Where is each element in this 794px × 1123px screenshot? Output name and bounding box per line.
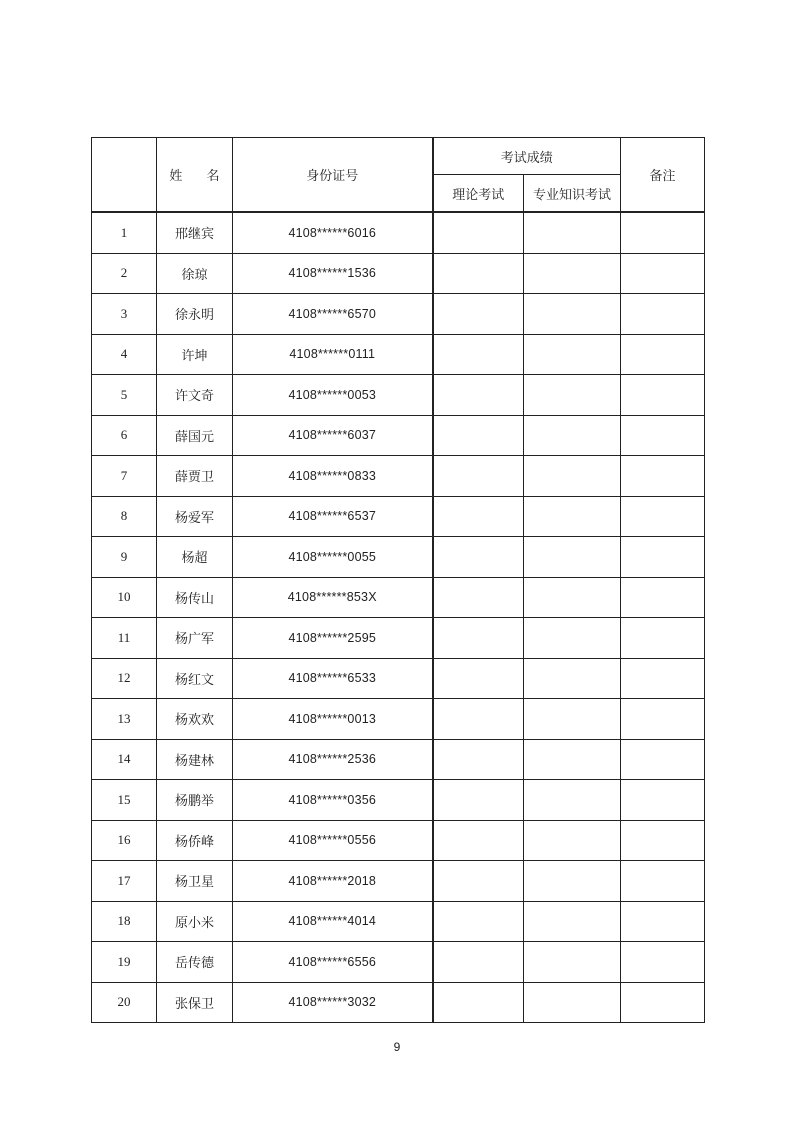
name-cell: 杨建林	[157, 739, 233, 780]
table-header	[92, 138, 705, 213]
row-number-cell: 20	[92, 982, 157, 1023]
professional-score-cell	[524, 861, 621, 902]
theory-score-cell	[433, 658, 524, 699]
name-cell: 许坤	[157, 334, 233, 375]
row-number-cell: 12	[92, 658, 157, 699]
header-row-1	[92, 138, 705, 175]
remarks-cell	[621, 739, 705, 780]
professional-score-cell	[524, 982, 621, 1023]
professional-score-cell	[524, 901, 621, 942]
id-number-cell: 4108******2018	[233, 861, 433, 902]
header-remarks: 备注	[621, 138, 705, 213]
theory-score-cell	[433, 739, 524, 780]
remarks-cell	[621, 375, 705, 416]
remarks-cell	[621, 820, 705, 861]
theory-score-cell	[433, 780, 524, 821]
theory-score-cell	[433, 901, 524, 942]
id-number-cell: 4108******0111	[233, 334, 433, 375]
table-row	[92, 982, 705, 1023]
professional-score-cell	[524, 658, 621, 699]
header-exam-scores: 考试成绩	[433, 138, 621, 175]
professional-score-cell	[524, 294, 621, 335]
remarks-cell	[621, 537, 705, 578]
id-number-cell: 4108******6537	[233, 496, 433, 537]
row-number-cell: 18	[92, 901, 157, 942]
name-cell: 薛国元	[157, 415, 233, 456]
professional-score-cell	[524, 942, 621, 983]
name-cell: 杨红文	[157, 658, 233, 699]
name-cell: 杨广军	[157, 618, 233, 659]
id-number-cell: 4108******6570	[233, 294, 433, 335]
theory-score-cell	[433, 699, 524, 740]
table-row	[92, 415, 705, 456]
header-index	[92, 138, 157, 213]
id-number-cell: 4108******0053	[233, 375, 433, 416]
header-id-number: 身份证号	[233, 138, 433, 213]
name-cell: 许文奇	[157, 375, 233, 416]
name-cell: 杨爱军	[157, 496, 233, 537]
name-cell: 杨传山	[157, 577, 233, 618]
theory-score-cell	[433, 982, 524, 1023]
professional-score-cell	[524, 212, 621, 253]
row-number-cell: 11	[92, 618, 157, 659]
page-number: 9	[393, 1040, 401, 1054]
professional-score-cell	[524, 375, 621, 416]
table-row	[92, 658, 705, 699]
professional-score-cell	[524, 496, 621, 537]
row-number-cell: 14	[92, 739, 157, 780]
header-name-label: 姓 名	[169, 169, 230, 184]
table-row	[92, 253, 705, 294]
name-cell: 徐琼	[157, 253, 233, 294]
roster-table	[91, 137, 705, 1023]
name-cell: 徐永明	[157, 294, 233, 335]
id-number-cell: 4108******2536	[233, 739, 433, 780]
professional-score-cell	[524, 537, 621, 578]
name-cell: 杨卫星	[157, 861, 233, 902]
name-cell: 杨鹏举	[157, 780, 233, 821]
row-number-cell: 17	[92, 861, 157, 902]
remarks-cell	[621, 334, 705, 375]
theory-score-cell	[433, 537, 524, 578]
professional-score-cell	[524, 253, 621, 294]
header-professional-exam: 专业知识考试	[524, 175, 621, 213]
table-row	[92, 739, 705, 780]
remarks-cell	[621, 942, 705, 983]
theory-score-cell	[433, 375, 524, 416]
row-number-cell: 2	[92, 253, 157, 294]
theory-score-cell	[433, 577, 524, 618]
remarks-cell	[621, 618, 705, 659]
table-row	[92, 942, 705, 983]
remarks-cell	[621, 294, 705, 335]
row-number-cell: 4	[92, 334, 157, 375]
row-number-cell: 9	[92, 537, 157, 578]
header-name	[157, 138, 233, 213]
remarks-cell	[621, 212, 705, 253]
theory-score-cell	[433, 861, 524, 902]
table-row	[92, 699, 705, 740]
row-number-cell: 10	[92, 577, 157, 618]
remarks-cell	[621, 456, 705, 497]
remarks-cell	[621, 780, 705, 821]
table-row	[92, 861, 705, 902]
table-row	[92, 577, 705, 618]
name-cell: 杨欢欢	[157, 699, 233, 740]
remarks-cell	[621, 415, 705, 456]
table-body	[92, 212, 705, 1023]
id-number-cell: 4108******1536	[233, 253, 433, 294]
id-number-cell: 4108******2595	[233, 618, 433, 659]
theory-score-cell	[433, 496, 524, 537]
table-row	[92, 212, 705, 253]
row-number-cell: 7	[92, 456, 157, 497]
remarks-cell	[621, 496, 705, 537]
theory-score-cell	[433, 415, 524, 456]
row-number-cell: 3	[92, 294, 157, 335]
header-theory-exam: 理论考试	[433, 175, 524, 213]
theory-score-cell	[433, 942, 524, 983]
table-row	[92, 496, 705, 537]
name-cell: 张保卫	[157, 982, 233, 1023]
id-number-cell: 4108******0013	[233, 699, 433, 740]
row-number-cell: 1	[92, 212, 157, 253]
theory-score-cell	[433, 456, 524, 497]
professional-score-cell	[524, 415, 621, 456]
remarks-cell	[621, 982, 705, 1023]
id-number-cell: 4108******6556	[233, 942, 433, 983]
remarks-cell	[621, 658, 705, 699]
id-number-cell: 4108******6533	[233, 658, 433, 699]
professional-score-cell	[524, 618, 621, 659]
table-row	[92, 820, 705, 861]
theory-score-cell	[433, 294, 524, 335]
table-row	[92, 618, 705, 659]
name-cell: 原小米	[157, 901, 233, 942]
name-cell: 薛贾卫	[157, 456, 233, 497]
row-number-cell: 6	[92, 415, 157, 456]
id-number-cell: 4108******853X	[233, 577, 433, 618]
id-number-cell: 4108******0833	[233, 456, 433, 497]
table-row	[92, 294, 705, 335]
remarks-cell	[621, 699, 705, 740]
id-number-cell: 4108******0556	[233, 820, 433, 861]
name-cell: 岳传德	[157, 942, 233, 983]
id-number-cell: 4108******3032	[233, 982, 433, 1023]
id-number-cell: 4108******0356	[233, 780, 433, 821]
professional-score-cell	[524, 780, 621, 821]
professional-score-cell	[524, 699, 621, 740]
remarks-cell	[621, 253, 705, 294]
row-number-cell: 8	[92, 496, 157, 537]
row-number-cell: 13	[92, 699, 157, 740]
table-row	[92, 901, 705, 942]
id-number-cell: 4108******4014	[233, 901, 433, 942]
table-row	[92, 334, 705, 375]
theory-score-cell	[433, 253, 524, 294]
theory-score-cell	[433, 618, 524, 659]
remarks-cell	[621, 577, 705, 618]
remarks-cell	[621, 861, 705, 902]
professional-score-cell	[524, 334, 621, 375]
row-number-cell: 19	[92, 942, 157, 983]
table-row	[92, 456, 705, 497]
id-number-cell: 4108******6037	[233, 415, 433, 456]
remarks-cell	[621, 901, 705, 942]
name-cell: 邢继宾	[157, 212, 233, 253]
row-number-cell: 5	[92, 375, 157, 416]
name-cell: 杨侨峰	[157, 820, 233, 861]
row-number-cell: 15	[92, 780, 157, 821]
id-number-cell: 4108******6016	[233, 212, 433, 253]
table-row	[92, 375, 705, 416]
professional-score-cell	[524, 577, 621, 618]
table-row	[92, 780, 705, 821]
name-cell: 杨超	[157, 537, 233, 578]
theory-score-cell	[433, 820, 524, 861]
row-number-cell: 16	[92, 820, 157, 861]
professional-score-cell	[524, 456, 621, 497]
theory-score-cell	[433, 334, 524, 375]
table-row	[92, 537, 705, 578]
professional-score-cell	[524, 820, 621, 861]
theory-score-cell	[433, 212, 524, 253]
id-number-cell: 4108******0055	[233, 537, 433, 578]
professional-score-cell	[524, 739, 621, 780]
